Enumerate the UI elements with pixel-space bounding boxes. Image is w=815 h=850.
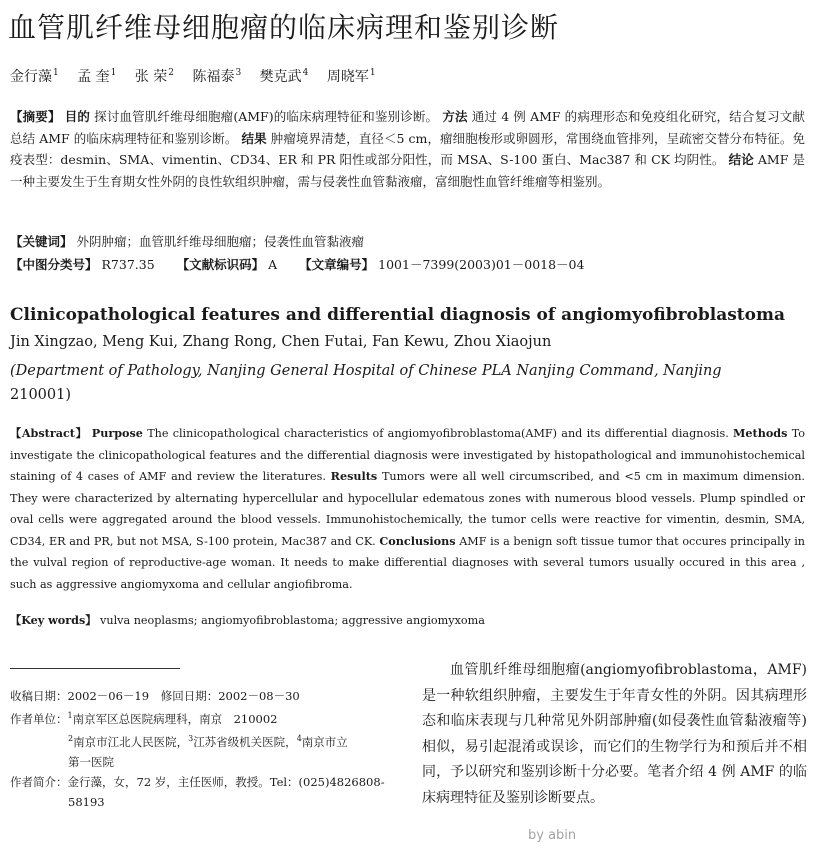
keywords-label: 【关键词】 <box>10 234 73 249</box>
chinese-keywords <box>10 232 364 250</box>
unit-line: 作者单位：$^1$南京军区总医院病理科，南京 210002 <box>10 711 278 726</box>
keywords-label: 【Key words】 <box>10 613 97 627</box>
affiliation-text: (Department of Pathology, Nanjing General Hospital of Chinese PLA Nanjing Command, Nanjing <box>10 363 722 379</box>
received-date: 2002－06－19 <box>67 689 150 703</box>
classification-line <box>10 255 584 273</box>
author: 樊克武$^4$ <box>259 68 309 85</box>
received-line: 收稿日期：2002－06－19 修回日期：2002－08－30 <box>10 689 300 703</box>
clc-value: R737.35 <box>101 257 155 272</box>
doc-code-label: 【文献标识码】 <box>176 257 265 272</box>
abstract-label: 【摘要】 <box>10 109 61 124</box>
clc-label: 【中图分类号】 <box>10 257 98 272</box>
english-keywords <box>10 612 485 628</box>
unit-line-cont2: 第一医院 <box>68 754 114 769</box>
purpose-text: The clinicopathological characteristics of angiomyofibroblastoma(AMF) and its differential diagnosis. <box>147 427 729 440</box>
purpose-label: 目的 <box>64 109 91 124</box>
intro-paragraph: 血管肌纤维母细胞瘤(angiomyofibroblastoma，AMF)是一种软组织肿瘤，主要发生于年青女性的外阴。因其病理形态和临床表现与几种常见外阴部肿瘤(如侵袭性血管黏液瘤等)相似，易引起混淆或误诊，而它们的生物学行为和预后并不相同，予以研究和鉴别诊断十分必要。笔者介绍 4 例 AMF 的临床病理特征及鉴别诊断要点。 <box>422 662 807 806</box>
purpose-label: Purpose <box>91 426 143 440</box>
bio-line-cont: 58193 <box>68 794 105 809</box>
methods-label: Methods <box>733 426 788 440</box>
bio-line: 作者简介：金行藻，女，72 岁，主任医师，教授。Tel：(025)4826808- <box>10 774 385 789</box>
footnote-rule <box>10 668 180 669</box>
conclusion-text: AMF 是一种主要发生于生育期女性外阴的良性软组织肿瘤，需与侵袭性血管黏液瘤，富细胞性血管纤维瘤等相鉴别。 <box>10 152 805 189</box>
affiliation-postcode: 210001) <box>10 387 72 403</box>
revised-date: 2002－08－30 <box>218 689 300 703</box>
watermark: by abin <box>528 828 577 843</box>
results-label: Results <box>330 469 378 483</box>
abstract-label: 【Abstract】 <box>10 426 88 440</box>
author: 金行藻$^1$ <box>10 68 59 85</box>
methods-text: To investigate the clinicopathological features and the differential diagnosis were investigated by histopathological and immunohistochemical staining of 4 cases of AMF and review the literatures. <box>10 427 806 483</box>
method-text: 通过 4 例 AMF 的病理形态和免疫组化研究，结合复习文献总结 AMF 的临床病理特征和鉴别诊断。 <box>10 109 805 146</box>
keywords-text: vulva neoplasms; angiomyofibroblastoma; aggressive angiomyxoma <box>100 614 485 627</box>
purpose-text: 探讨血管肌纤维母细胞瘤(AMF)的临床病理特征和鉴别诊断。 <box>94 109 439 124</box>
result-text: 肿瘤境界清楚，直径＜5 cm，瘤细胞梭形或卵圆形，常围绕血管排列，呈疏密交替分布特征。免疫表型：desmin、SMA、vimentin、CD34、ER 和 PR 阳性或部分阳性，而 MSA、S-100 蛋白、Mac387 和 CK 均阴性。 <box>10 130 805 167</box>
conclusion-label: 结论 <box>728 152 754 167</box>
conclusions-text: AMF is a benign soft tissue tumor that occures principally in the vulval region of reproductive-age woman. It needs to make differential diagnoses with several tumors usually occured in this area , such as aggressive angiomyxoma and cellular angiofibroma. <box>10 534 806 591</box>
keywords-text: 外阴肿瘤；血管肌纤维母细胞瘤；侵袭性血管黏液瘤 <box>76 234 365 249</box>
article-number-label: 【文章编号】 <box>299 257 375 272</box>
author: 陈福泰$^3$ <box>192 68 242 85</box>
author: 周晓军$^1$ <box>326 68 376 85</box>
body-paragraph <box>422 658 807 812</box>
unit-line-cont: $^2$南京市江北人民医院，$^3$江苏省级机关医院，$^4$南京市立 <box>68 733 348 749</box>
chinese-abstract <box>10 106 805 192</box>
results-text: Tumors were all well circumscribed, and <5 cm in maximum dimension. They were characterized by alternating hypercellular and hypocellular edematous zones with numerous blood vessels. Plump spindled or oval cells were aggregated around the blood vessels. Immunohistochemically, the tumor cells were reactive for vimentin, desmin, SMA, CD34, ER and PR, but not MSA, S-100 protein, Mac387 and CK. <box>10 470 805 548</box>
author-list <box>10 66 390 86</box>
english-affiliation <box>10 359 800 407</box>
footnotes <box>10 686 400 812</box>
paper-title: 血管肌纤维母细胞瘤的临床病理和鉴别诊断 <box>8 11 560 44</box>
result-label: 结果 <box>241 130 267 146</box>
english-title: Clinicopathological features and differential diagnosis of angiomyofibroblastoma <box>10 305 786 325</box>
doc-code-value: A <box>268 257 278 272</box>
english-authors: Jin Xingzao, Meng Kui, Zhang Rong, Chen Futai, Fan Kewu, Zhou Xiaojun <box>10 334 552 350</box>
article-number-value: 1001－7399(2003)01－0018－04 <box>378 257 585 272</box>
english-abstract <box>10 423 805 595</box>
method-label: 方法 <box>442 109 468 124</box>
author: 张 荣$^2$ <box>134 68 175 85</box>
conclusions-label: Conclusions <box>379 533 456 548</box>
author: 孟 奎$^1$ <box>77 68 117 85</box>
